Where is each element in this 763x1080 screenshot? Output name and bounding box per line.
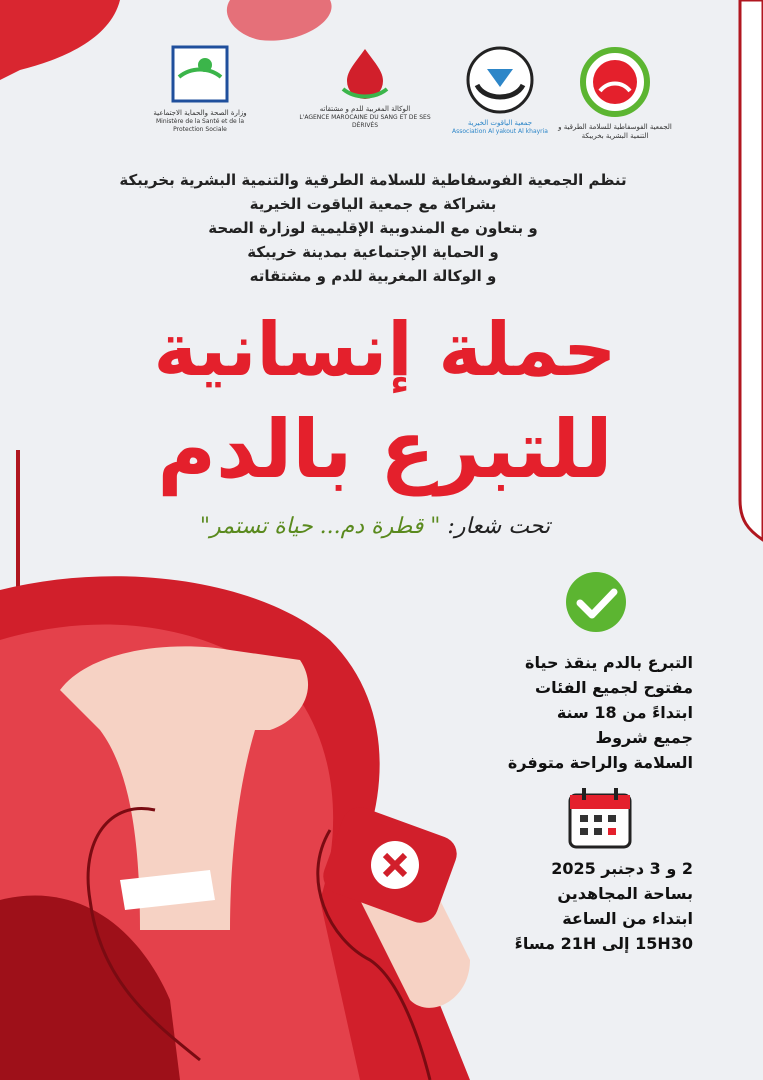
ministry-name-fr: Ministère de la Santé et de la Protection Sociale [155, 118, 245, 133]
diamond-hands-icon [465, 45, 535, 115]
check-icon [566, 572, 626, 632]
right-frame [740, 0, 763, 540]
slogan-lead: تحت شعار: [440, 514, 551, 539]
intro-line: و الحماية الإجتماعية بمدينة خريبكة [247, 243, 499, 261]
agency-logo [290, 45, 440, 130]
benefit-item: ابتداءً من 18 سنة [556, 703, 693, 722]
fosfatia-logo [555, 45, 675, 141]
top-blob [227, 0, 332, 41]
intro-line: تنظم الجمعية الفوسفاطية للسلامة الطرقية والتنمية البشرية بخريبكة [119, 171, 627, 189]
slogan-quote: " قطرة دم... حياة تستمر" [199, 514, 441, 539]
top-left-blob [0, 0, 120, 80]
fosfatia-name-ar: الجمعية الفوسفاطية للسلامة الطرقية و التنمية البشرية بخريبكة [558, 123, 672, 140]
benefit-item: جميع شروط [595, 728, 693, 747]
agency-name-fr: L'AGENCE MAROCAINE DU SANG ET DE SES DÉRIVÉS [299, 114, 431, 129]
yakout-name-ar: جمعية الياقوت الخيرية [467, 119, 533, 127]
ministry-emblem-icon [165, 45, 235, 105]
benefits-list [413, 650, 693, 775]
ministry-name-ar: وزارة الصحة والحماية الاجتماعية [153, 109, 247, 117]
benefit-item: التبرع بالدم ينقذ حياة [525, 653, 693, 672]
ministry-logo [145, 45, 255, 134]
yakout-logo [450, 45, 550, 136]
intro-line: و الوكالة المغربية للدم و مشتقاته [249, 267, 497, 285]
benefit-item: مفتوح لجميع الفئات [534, 678, 693, 697]
blood-drop-icon [335, 45, 395, 101]
schedule-info [413, 856, 693, 956]
campaign-title-line1: حملة إنسانية [153, 307, 617, 393]
yakout-name-fr: Association Al yakout Al khayria [452, 128, 548, 135]
calendar-icon [570, 788, 630, 847]
schedule-time: 15H30 إلى 21H مساءً [514, 934, 693, 953]
schedule-start-label: ابتداء من الساعة [562, 909, 693, 928]
fosfatia-emblem-icon [578, 45, 652, 119]
agency-name-ar: الوكالة المغربية للدم و مشتقاته [319, 105, 411, 113]
intro-text [93, 168, 653, 288]
schedule-date: 2 و 3 دجنبر 2025 [551, 859, 693, 878]
campaign-title-line2: للتبرع بالدم [157, 403, 613, 496]
intro-line: و بتعاون مع المندوبية الإقليمية لوزارة الصحة [208, 219, 538, 237]
benefit-item: السلامة والراحة متوفرة [507, 753, 693, 772]
slogan [160, 514, 590, 539]
schedule-place: بساحة المجاهدين [557, 884, 693, 903]
intro-line: بشراكة مع جمعية الياقوت الخيرية [249, 195, 497, 213]
